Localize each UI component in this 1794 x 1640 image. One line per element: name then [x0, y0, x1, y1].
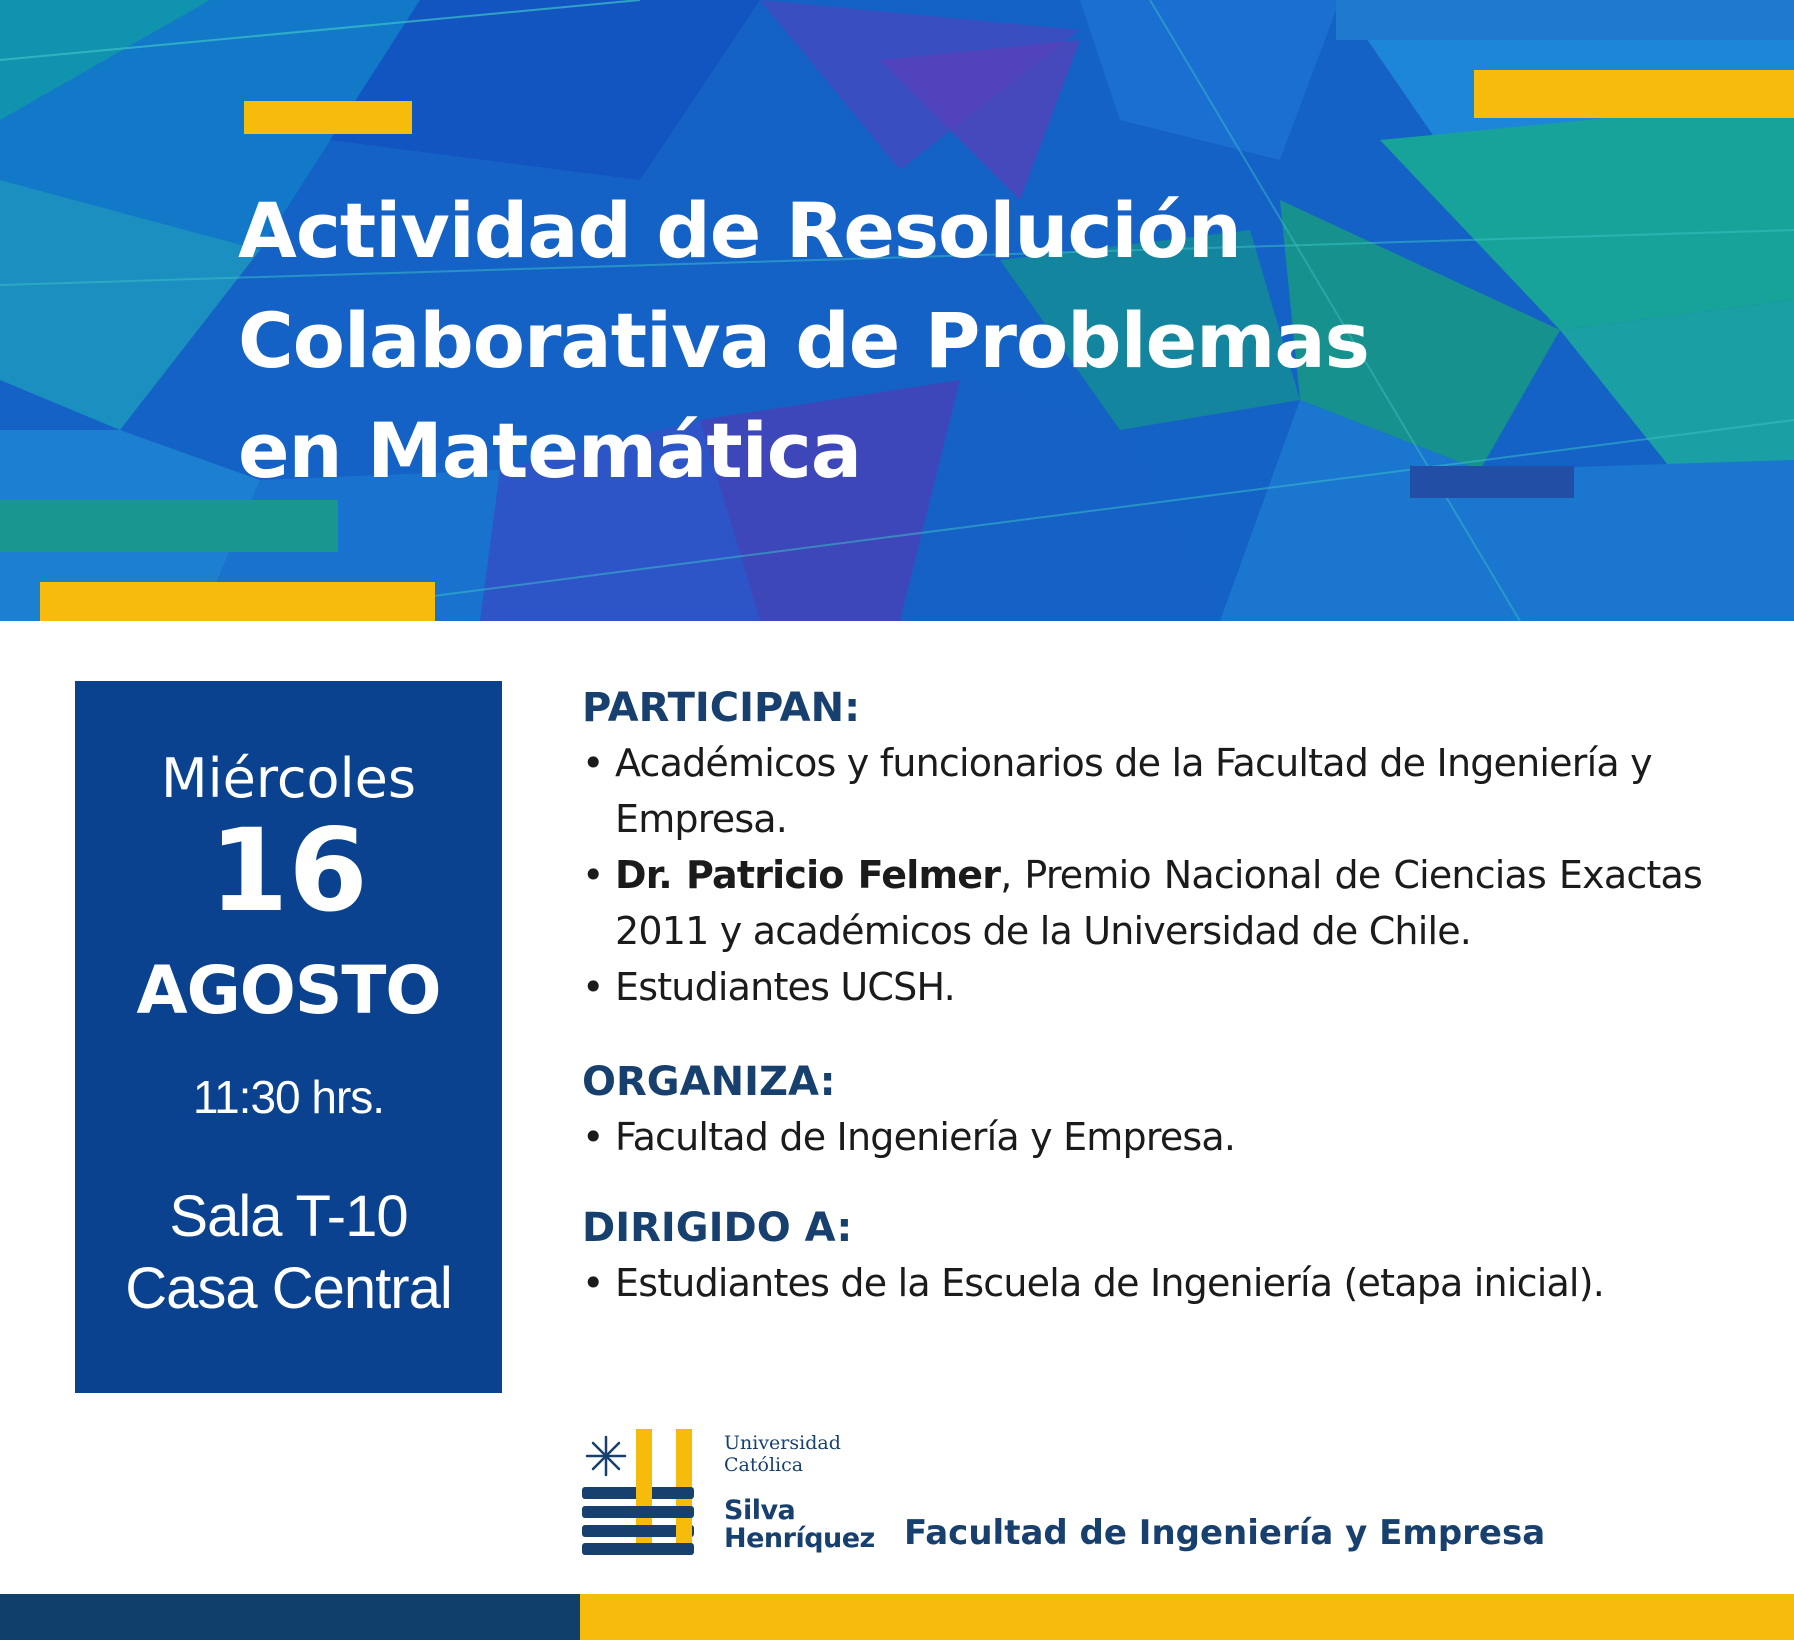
- building: Casa Central: [125, 1256, 452, 1321]
- speaker-description: , Premio Nacional de Ciencias Exactas 2011 y académicos de la Universidad de Chile.: [615, 853, 1702, 953]
- speaker-name: Dr. Patricio Felmer: [615, 853, 1001, 897]
- event-details: [582, 681, 1702, 1311]
- participan-list: [582, 735, 1702, 1015]
- date-panel: [75, 681, 502, 1393]
- list-item: [582, 847, 1702, 959]
- event-title: [238, 176, 1369, 506]
- dirigido-heading: DIRIGIDO A:: [582, 1205, 853, 1251]
- title-line: en Matemática: [238, 406, 862, 495]
- yellow-accent-bar: [1474, 70, 1794, 118]
- logo-university-label: Universidad Católica: [724, 1432, 841, 1476]
- list-item: • Académicos y funcionarios de la Facultad de Ingeniería y Empresa.: [582, 735, 1702, 847]
- list-item: • Estudiantes UCSH.: [582, 959, 1702, 1015]
- logo-university-name: Silva Henríquez: [724, 1495, 875, 1554]
- footer-bar-yellow: [580, 1594, 1794, 1640]
- event-location: [75, 1181, 502, 1325]
- participan-heading: PARTICIPAN:: [582, 685, 861, 731]
- footer-bar-dark: [0, 1594, 580, 1640]
- organiza-list: [582, 1109, 1702, 1165]
- title-line: Colaborativa de Problemas: [238, 296, 1369, 385]
- dirigido-list: [582, 1255, 1702, 1311]
- room: Sala T-10: [169, 1184, 408, 1249]
- header-banner: [0, 0, 1794, 621]
- day-number: 16: [209, 804, 368, 937]
- title-line: Actividad de Resolución: [238, 186, 1241, 275]
- list-item: • Facultad de Ingeniería y Empresa.: [582, 1109, 1702, 1165]
- yellow-accent-bar: [244, 101, 412, 134]
- list-item: • Estudiantes de la Escuela de Ingeniería (etapa inicial).: [582, 1255, 1702, 1311]
- event-time: 11:30 hrs.: [192, 1071, 385, 1123]
- university-logo-icon: [580, 1427, 706, 1557]
- organiza-heading: ORGANIZA:: [582, 1059, 836, 1105]
- yellow-accent-bar: [40, 582, 435, 621]
- weekday: Miércoles: [161, 747, 416, 810]
- faculty-name: Facultad de Ingeniería y Empresa: [904, 1513, 1546, 1553]
- month: AGOSTO: [136, 952, 441, 1029]
